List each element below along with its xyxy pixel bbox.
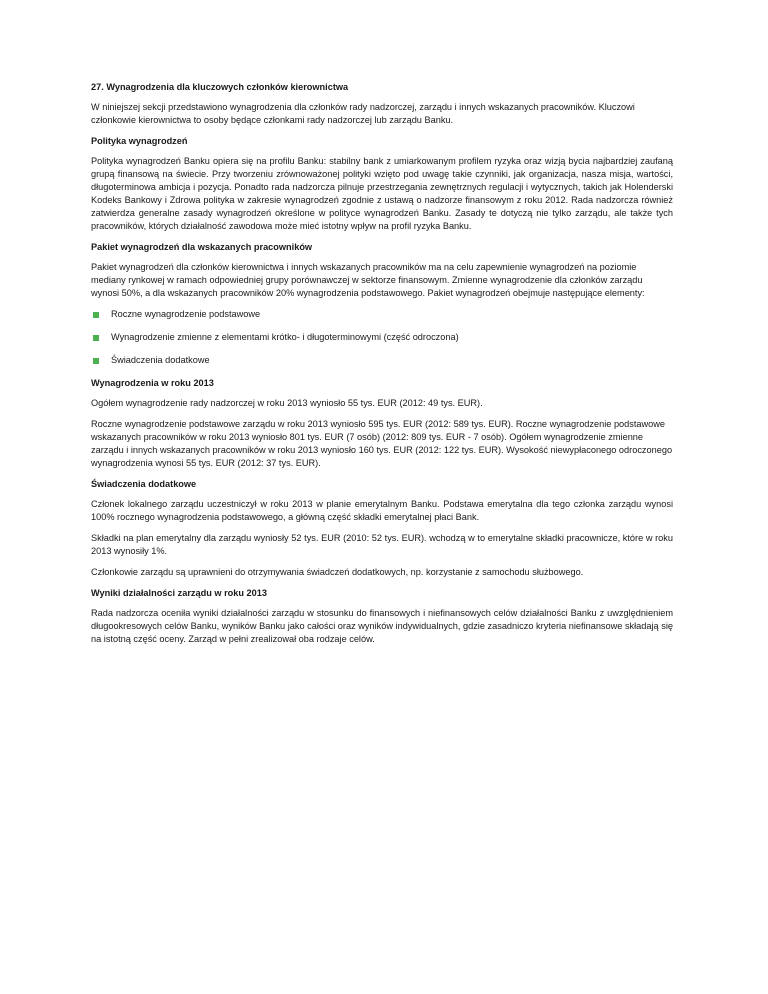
results-paragraph: Rada nadzorcza oceniła wyniki działalności zarządu w stosunku do finansowych i niefinansowych celów działalności Banku z uwzględnieniem długookresowych celów Banku, wyników Banku jako całości oraz wyników indywidualnych, gdzie zasadniczo kryteria niefinansowe składają się na istotną część oceny. Zarząd w pełni zrealizował oba rodzaje celów. xyxy=(91,608,673,644)
benefits-heading: Świadczenia dodatkowe xyxy=(91,479,197,489)
package-paragraph: Pakiet wynagrodzeń dla członków kierownictwa i innych wskazanych pracowników ma na celu zapewnienie wynagrodzeń na poziomie mediany rynkowej w ramach odpowiedniej grupy porównawczej w sektorze finansowym. Zmienne wynagrodzenie dla członków zarządu wynosi 50%, a dla wskazanych pracowników 20% wynagrodzenia podstawowego. Pakiet wynagrodzeń obejmuje następujące elementy: xyxy=(91,262,645,298)
list-item xyxy=(91,308,673,321)
list-item-label: Roczne wynagrodzenie podstawowe xyxy=(111,309,261,319)
square-bullet-icon xyxy=(93,358,99,364)
benefits-paragraph-3: Członkowie zarządu są uprawnieni do otrzymywania świadczeń dodatkowych, np. korzystanie z samochodu służbowego. xyxy=(91,567,584,577)
square-bullet-icon xyxy=(93,335,99,341)
results-heading: Wyniki działalności zarządu w roku 2013 xyxy=(91,588,267,598)
y2013-paragraph-2: Roczne wynagrodzenie podstawowe zarządu w roku 2013 wyniosło 595 tys. EUR (2012: 589 tys. EUR). Roczne wynagrodzenie podstawowe wskazanych pracowników w roku 2013 wyniosło 801 tys. EUR (7 osób) (2012: 809 tys. EUR - 7 osób). Ogółem wynagrodzenie zmienne zarządu i innych wskazanych pracowników w roku 2013 wyniosło 160 tys. EUR (2012: 122 tys. EUR). Wysokość niewypłaconego odroczonego wynagrodzenia wynosi 55 tys. EUR (2012: 37 tys. EUR). xyxy=(91,419,673,468)
package-heading: Pakiet wynagrodzeń dla wskazanych pracowników xyxy=(91,242,313,252)
list-item-label: Wynagrodzenie zmienne z elementami krótko- i długoterminowymi (część odroczona) xyxy=(111,332,459,342)
policy-paragraph: Polityka wynagrodzeń Banku opiera się na profilu Banku: stabilny bank z umiarkowanym profilem ryzyka oraz wizją bycia najbardziej zaufaną grupą finansową na świecie. Przy tworzeniu zrównoważonej polityki wzięto pod uwagę takie czynniki, jak organizacja, nasza misja, wartości, długoterminowa ambicja i pozycja. Ponadto rada nadzorcza pilnuje przestrzegania zewnętrznych regulacji i wytycznych, takich jak Holenderski Kodeks Bankowy i Zdrowa polityka w zakresie wynagrodzeń zgodnie z ustawą o nadzorze finansowym z roku 2012. Rada nadzorcza również zatwierdza generalne zasady wynagrodzeń określone w polityce wynagrodzeń Banku. Zasady te dotyczą nie tylko zarządu, ale także tych pracowników, których działalność zawodowa może mieć istotny wpływ na profil ryzyka Banku. xyxy=(91,156,673,231)
section-title: 27. Wynagrodzenia dla kluczowych członków kierownictwa xyxy=(91,82,349,92)
benefits-paragraph-1: Członek lokalnego zarządu uczestniczył w roku 2013 w planie emerytalnym Banku. Podstawa emerytalna dla tego członka zarządu wynosi 100% rocznego wynagrodzenia podstawowego, a główną część składki emerytalnej płaci Bank. xyxy=(91,499,673,522)
y2013-heading: Wynagrodzenia w roku 2013 xyxy=(91,378,214,388)
intro-paragraph: W niniejszej sekcji przedstawiono wynagrodzenia dla członków rady nadzorczej, zarządu i innych wskazanych pracowników. Kluczowi członkowie kierownictwa to osoby będące członkami rady nadzorczej lub zarządu Banku. xyxy=(91,102,635,125)
y2013-paragraph-1: Ogółem wynagrodzenie rady nadzorczej w roku 2013 wyniosło 55 tys. EUR (2012: 49 tys. EUR). xyxy=(91,398,483,408)
list-item xyxy=(91,331,673,344)
square-bullet-icon xyxy=(93,312,99,318)
list-item-label: Świadczenia dodatkowe xyxy=(111,355,210,365)
benefits-paragraph-2: Składki na plan emerytalny dla zarządu wyniosły 52 tys. EUR (2010: 52 tys. EUR). wchodzą w to emerytalne składki pracownicze, które w roku 2013 wynosiły 1%. xyxy=(91,533,673,556)
package-list xyxy=(91,308,673,367)
list-item xyxy=(91,354,673,367)
policy-heading: Polityka wynagrodzeń xyxy=(91,136,188,146)
